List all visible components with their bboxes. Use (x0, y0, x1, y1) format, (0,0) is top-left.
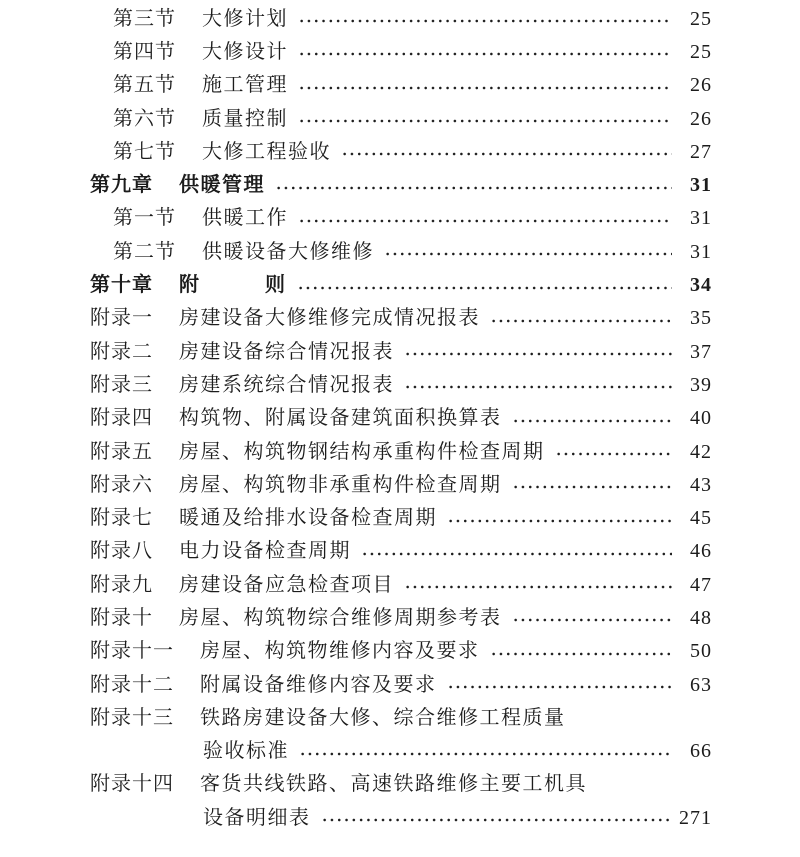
entry-label: 附录六 (90, 473, 153, 496)
toc-entry-appendix (90, 435, 712, 468)
entry-title: 电力设备检查周期 (179, 540, 351, 563)
entry-label: 附录七 (90, 507, 153, 530)
entry-title: 房建设备大修维修完成情况报表 (179, 307, 480, 330)
toc-entry-appendix (90, 302, 712, 335)
toc-entry-appendix (90, 635, 712, 668)
entry-label: 第三节 (113, 7, 176, 30)
page-number: 37 (690, 340, 712, 363)
entry-title: 房屋、构筑物钢结构承重构件检查周期 (179, 440, 545, 463)
dot-leader (299, 748, 672, 760)
entry-title: 大修工程验收 (202, 140, 331, 163)
entry-title: 附属设备维修内容及要求 (200, 673, 437, 696)
dot-leader (321, 814, 673, 826)
page-number: 45 (690, 507, 712, 530)
page-number: 42 (690, 440, 712, 463)
entry-label: 第四节 (113, 40, 176, 63)
entry-title: 房屋、构筑物维修内容及要求 (200, 640, 480, 663)
entry-title: 铁路房建设备大修、综合维修工程质量 (200, 706, 566, 729)
page-number: 63 (690, 673, 712, 696)
toc-entry-chapter (90, 268, 712, 301)
page-number: 50 (690, 640, 712, 663)
page-number: 48 (690, 606, 712, 629)
entry-label: 附录十三 (90, 706, 174, 729)
page-number: 40 (690, 407, 712, 430)
entry-label: 附录四 (90, 407, 153, 430)
toc-entry-appendix (90, 701, 712, 734)
entry-title: 供暖工作 (202, 207, 288, 230)
page-number: 66 (690, 740, 712, 763)
entry-title: 质量控制 (202, 107, 288, 130)
toc-entry-section (90, 69, 712, 102)
entry-title: 房屋、构筑物非承重构件检查周期 (179, 473, 502, 496)
toc-entry-section (90, 235, 712, 268)
dot-leader (298, 215, 672, 227)
page-number: 25 (690, 7, 712, 30)
entry-label: 附录八 (90, 540, 153, 563)
entry-label: 第九章 (90, 174, 153, 197)
toc-entry-continuation (90, 735, 712, 768)
entry-title: 房建设备综合情况报表 (179, 340, 394, 363)
dot-leader (512, 415, 673, 427)
dot-leader (384, 248, 672, 260)
page-number: 31 (690, 240, 712, 263)
dot-leader (298, 82, 672, 94)
entry-label: 附录二 (90, 340, 153, 363)
dot-leader (404, 381, 672, 393)
toc-entry-appendix (90, 335, 712, 368)
toc-entry-appendix (90, 535, 712, 568)
entry-label: 附录三 (90, 373, 153, 396)
entry-label: 附录九 (90, 573, 153, 596)
toc-entry-appendix (90, 402, 712, 435)
dot-leader (361, 548, 672, 560)
toc-entry-continuation (90, 801, 712, 834)
entry-label: 附录十二 (90, 673, 174, 696)
entry-title: 暖通及给排水设备检查周期 (179, 507, 437, 530)
entry-label: 第十章 (90, 274, 153, 297)
entry-title: 房建系统综合情况报表 (179, 373, 394, 396)
toc-entry-appendix (90, 368, 712, 401)
entry-title-continued: 设备明细表 (203, 806, 311, 829)
entry-label: 第六节 (113, 107, 176, 130)
dot-leader (490, 648, 673, 660)
page-number: 31 (690, 174, 712, 197)
entry-title: 构筑物、附属设备建筑面积换算表 (179, 407, 502, 430)
dot-leader (512, 614, 673, 626)
entry-title-continued: 验收标准 (203, 740, 289, 763)
entry-label: 附录十 (90, 606, 153, 629)
page-number: 25 (690, 40, 712, 63)
entry-label: 第五节 (113, 74, 176, 97)
dot-leader (555, 448, 673, 460)
toc-entry-appendix (90, 468, 712, 501)
toc-entry-section (90, 135, 712, 168)
toc-entry-appendix (90, 768, 712, 801)
dot-leader (404, 348, 672, 360)
toc-entry-section (90, 202, 712, 235)
page-number: 27 (690, 140, 712, 163)
dot-leader (298, 15, 672, 27)
dot-leader (404, 581, 672, 593)
dot-leader (275, 182, 672, 194)
toc-entry-section (90, 102, 712, 135)
entry-title: 客货共线铁路、高速铁路维修主要工机具 (200, 773, 587, 796)
entry-title: 房屋、构筑物综合维修周期参考表 (179, 606, 502, 629)
dot-leader (341, 148, 672, 160)
toc-entry-chapter (90, 168, 712, 201)
dot-leader (447, 681, 673, 693)
page-number: 34 (690, 274, 712, 297)
entry-title: 供暖设备大修维修 (202, 240, 374, 263)
page-number: 39 (690, 373, 712, 396)
entry-title: 附 则 (179, 274, 287, 297)
page-number: 47 (690, 573, 712, 596)
entry-label: 附录十四 (90, 773, 174, 796)
page-number: 31 (690, 207, 712, 230)
dot-leader (298, 48, 672, 60)
dot-leader (447, 515, 672, 527)
entry-label: 附录十一 (90, 640, 174, 663)
page-number: 271 (679, 806, 712, 829)
toc-entry-appendix (90, 501, 712, 534)
entry-title: 供暖管理 (179, 174, 265, 197)
toc-list (90, 2, 712, 834)
entry-label: 第一节 (113, 207, 176, 230)
toc-entry-appendix (90, 568, 712, 601)
page-number: 35 (690, 307, 712, 330)
toc-entry-appendix (90, 668, 712, 701)
entry-title: 大修设计 (202, 40, 288, 63)
page-number: 26 (690, 74, 712, 97)
toc-entry-section (90, 35, 712, 68)
toc-entry-section (90, 2, 712, 35)
entry-title: 施工管理 (202, 74, 288, 97)
dot-leader (297, 282, 673, 294)
dot-leader (490, 315, 672, 327)
dot-leader (298, 115, 672, 127)
toc-entry-appendix (90, 601, 712, 634)
entry-title: 大修计划 (202, 7, 288, 30)
page-number: 46 (690, 540, 712, 563)
entry-label: 第七节 (113, 140, 176, 163)
page-number: 43 (690, 473, 712, 496)
dot-leader (512, 481, 673, 493)
entry-title: 房建设备应急检查项目 (179, 573, 394, 596)
page-number: 26 (690, 107, 712, 130)
entry-label: 第二节 (113, 240, 176, 263)
entry-label: 附录五 (90, 440, 153, 463)
entry-label: 附录一 (90, 307, 153, 330)
